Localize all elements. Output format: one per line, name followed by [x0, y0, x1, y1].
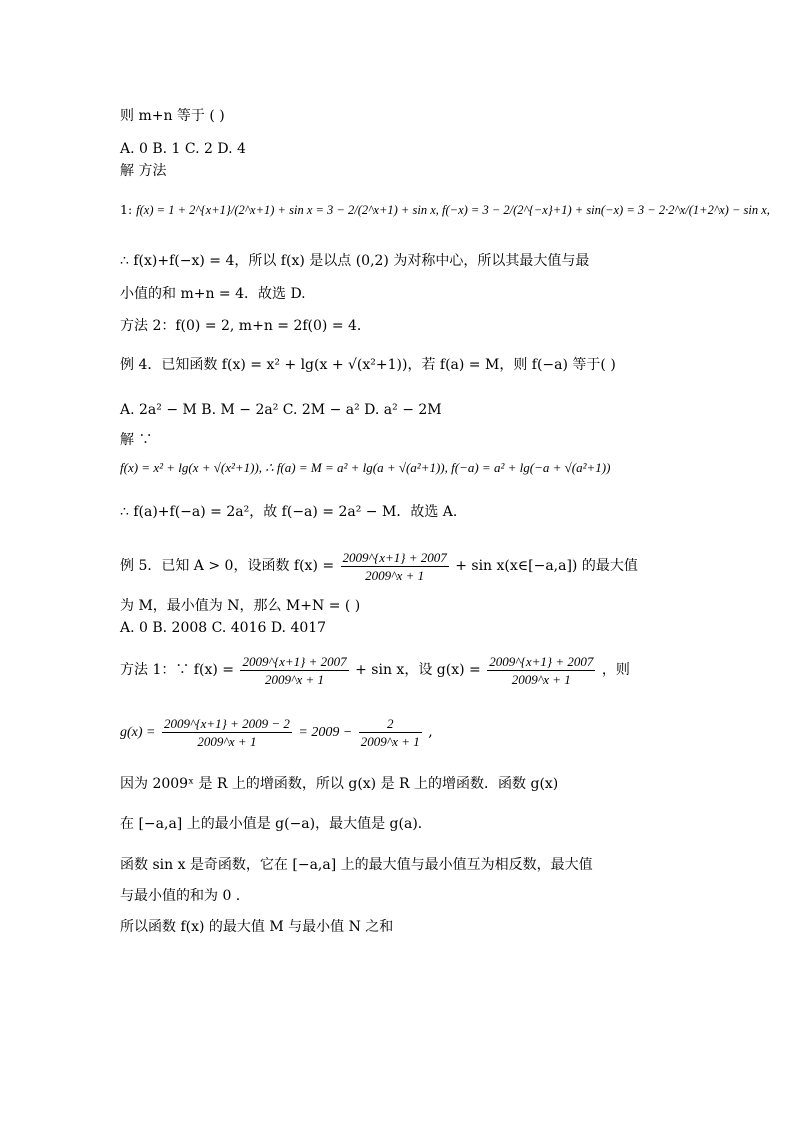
ex5-g-frac2-numerator: 2	[359, 715, 422, 733]
ex4-solution-equation	[120, 458, 610, 479]
ex5-stem-frac-numerator: 2009^{x+1} + 2007	[342, 549, 447, 565]
ex5-g-frac2-denominator: 2009^x + 1	[360, 733, 420, 749]
q3-conclusion-line2: 小值的和 m+n = 4．故选 D.	[120, 286, 306, 302]
ex5-g-frac1-numerator: 2009^{x+1} + 2009 − 2	[163, 715, 290, 731]
ex5-method1-fraction-g	[487, 653, 595, 688]
ex5-m1-f-denominator: 2009^x + 1	[265, 671, 325, 687]
ex5-stem-fraction	[341, 549, 449, 584]
ex5-g-fraction-2	[359, 715, 422, 750]
ex5-stem	[120, 546, 638, 586]
ex5-method1-part-b: + sin x，设 g(x) =	[355, 662, 481, 678]
ex5-g-label: g(x) =	[120, 725, 156, 740]
ex5-paragraph-5: 所以函数 f(x) 的最大值 M 与最小值 N 之和	[120, 919, 394, 935]
ex4-stem: 例 4．已知函数 f(x) = x² + lg(x + √(x²+1))，若 f(a) = M，则 f(−a) 等于( )	[120, 357, 616, 373]
ex5-paragraph-2: 在 [−a,a] 上的最小值是 g(−a)，最大值是 g(a)．	[120, 816, 432, 832]
ex5-stem-part-b: + sin x(x∈[−a,a]) 的最大值	[455, 558, 638, 574]
q3-options: A. 0 B. 1 C. 2 D. 4	[120, 141, 246, 157]
q3-method1-prefix: 1:	[120, 202, 133, 217]
ex5-g-fraction-1	[162, 715, 292, 750]
q3-method1-formula: f(x) = 1 + 2^{x+1}/(2^x+1) + sin x = 3 − 2/(2^x+1) + sin x, f(−x) = 3 − 2/(2^{−x}+1) + sin(−x) = 3 − 2·2^x/(1+2^x) − sin x,	[136, 203, 770, 217]
q3-conclusion-line1: ∴ f(x)+f(−x) = 4，所以 f(x) 是以点 (0,2) 为对称中心，所以其最大值与最	[120, 253, 590, 269]
ex5-options: A. 0 B. 2008 C. 4016 D. 4017	[120, 620, 327, 636]
ex5-stem-frac-denominator: 2009^x + 1	[365, 567, 425, 583]
q3-solution-head: 解 方法	[120, 163, 167, 179]
q3-method1-equation	[120, 200, 770, 220]
ex5-m1-f-numerator: 2009^{x+1} + 2007	[242, 653, 347, 669]
ex5-paragraph-4: 与最小值的和为 0 .	[120, 888, 241, 904]
ex5-method1-part-c: ，则	[601, 662, 630, 678]
ex5-stem-line2: 为 M，最小值为 N，那么 M+N = ( )	[120, 598, 361, 614]
q3-stem-tail: 则 m+n 等于 ( )	[120, 108, 225, 124]
ex5-paragraph-3: 函数 sin x 是奇函数，它在 [−a,a] 上的最大值与最小值互为相反数，最大值	[120, 857, 593, 873]
ex4-solution-head: 解 ∵	[120, 432, 153, 448]
ex5-g-middle: = 2009 −	[298, 725, 353, 740]
ex5-method1-fraction-f	[240, 653, 348, 688]
ex5-paragraph-1: 因为 2009ˣ 是 R 上的增函数，所以 g(x) 是 R 上的增函数．函数 g(x)	[120, 776, 559, 792]
ex4-solution-formula: f(x) = x² + lg(x + √(x²+1)), ∴ f(a) = M = a² + lg(a + √(a²+1)), f(−a) = a² + lg(−a + √(a²+1))	[120, 460, 611, 475]
ex5-g-tail: ,	[428, 724, 433, 740]
ex5-method1	[120, 650, 630, 690]
ex5-g-frac1-denominator: 2009^x + 1	[197, 733, 257, 749]
ex4-options: A. 2a² − M B. M − 2a² C. 2M − a² D. a² − 2M	[120, 402, 442, 418]
ex5-stem-part-a: 例 5．已知 A > 0，设函数 f(x) =	[120, 558, 335, 574]
ex5-m1-g-numerator: 2009^{x+1} + 2007	[489, 653, 594, 669]
ex5-m1-g-denominator: 2009^x + 1	[511, 671, 571, 687]
ex5-g-equation	[120, 712, 433, 753]
q3-method2: 方法 2：f(0) = 2, m+n = 2f(0) = 4．	[120, 318, 371, 334]
ex5-method1-part-a: 方法 1：∵ f(x) =	[120, 662, 234, 678]
ex4-conclusion: ∴ f(a)+f(−a) = 2a²，故 f(−a) = 2a² − M．故选 A.	[120, 504, 458, 520]
